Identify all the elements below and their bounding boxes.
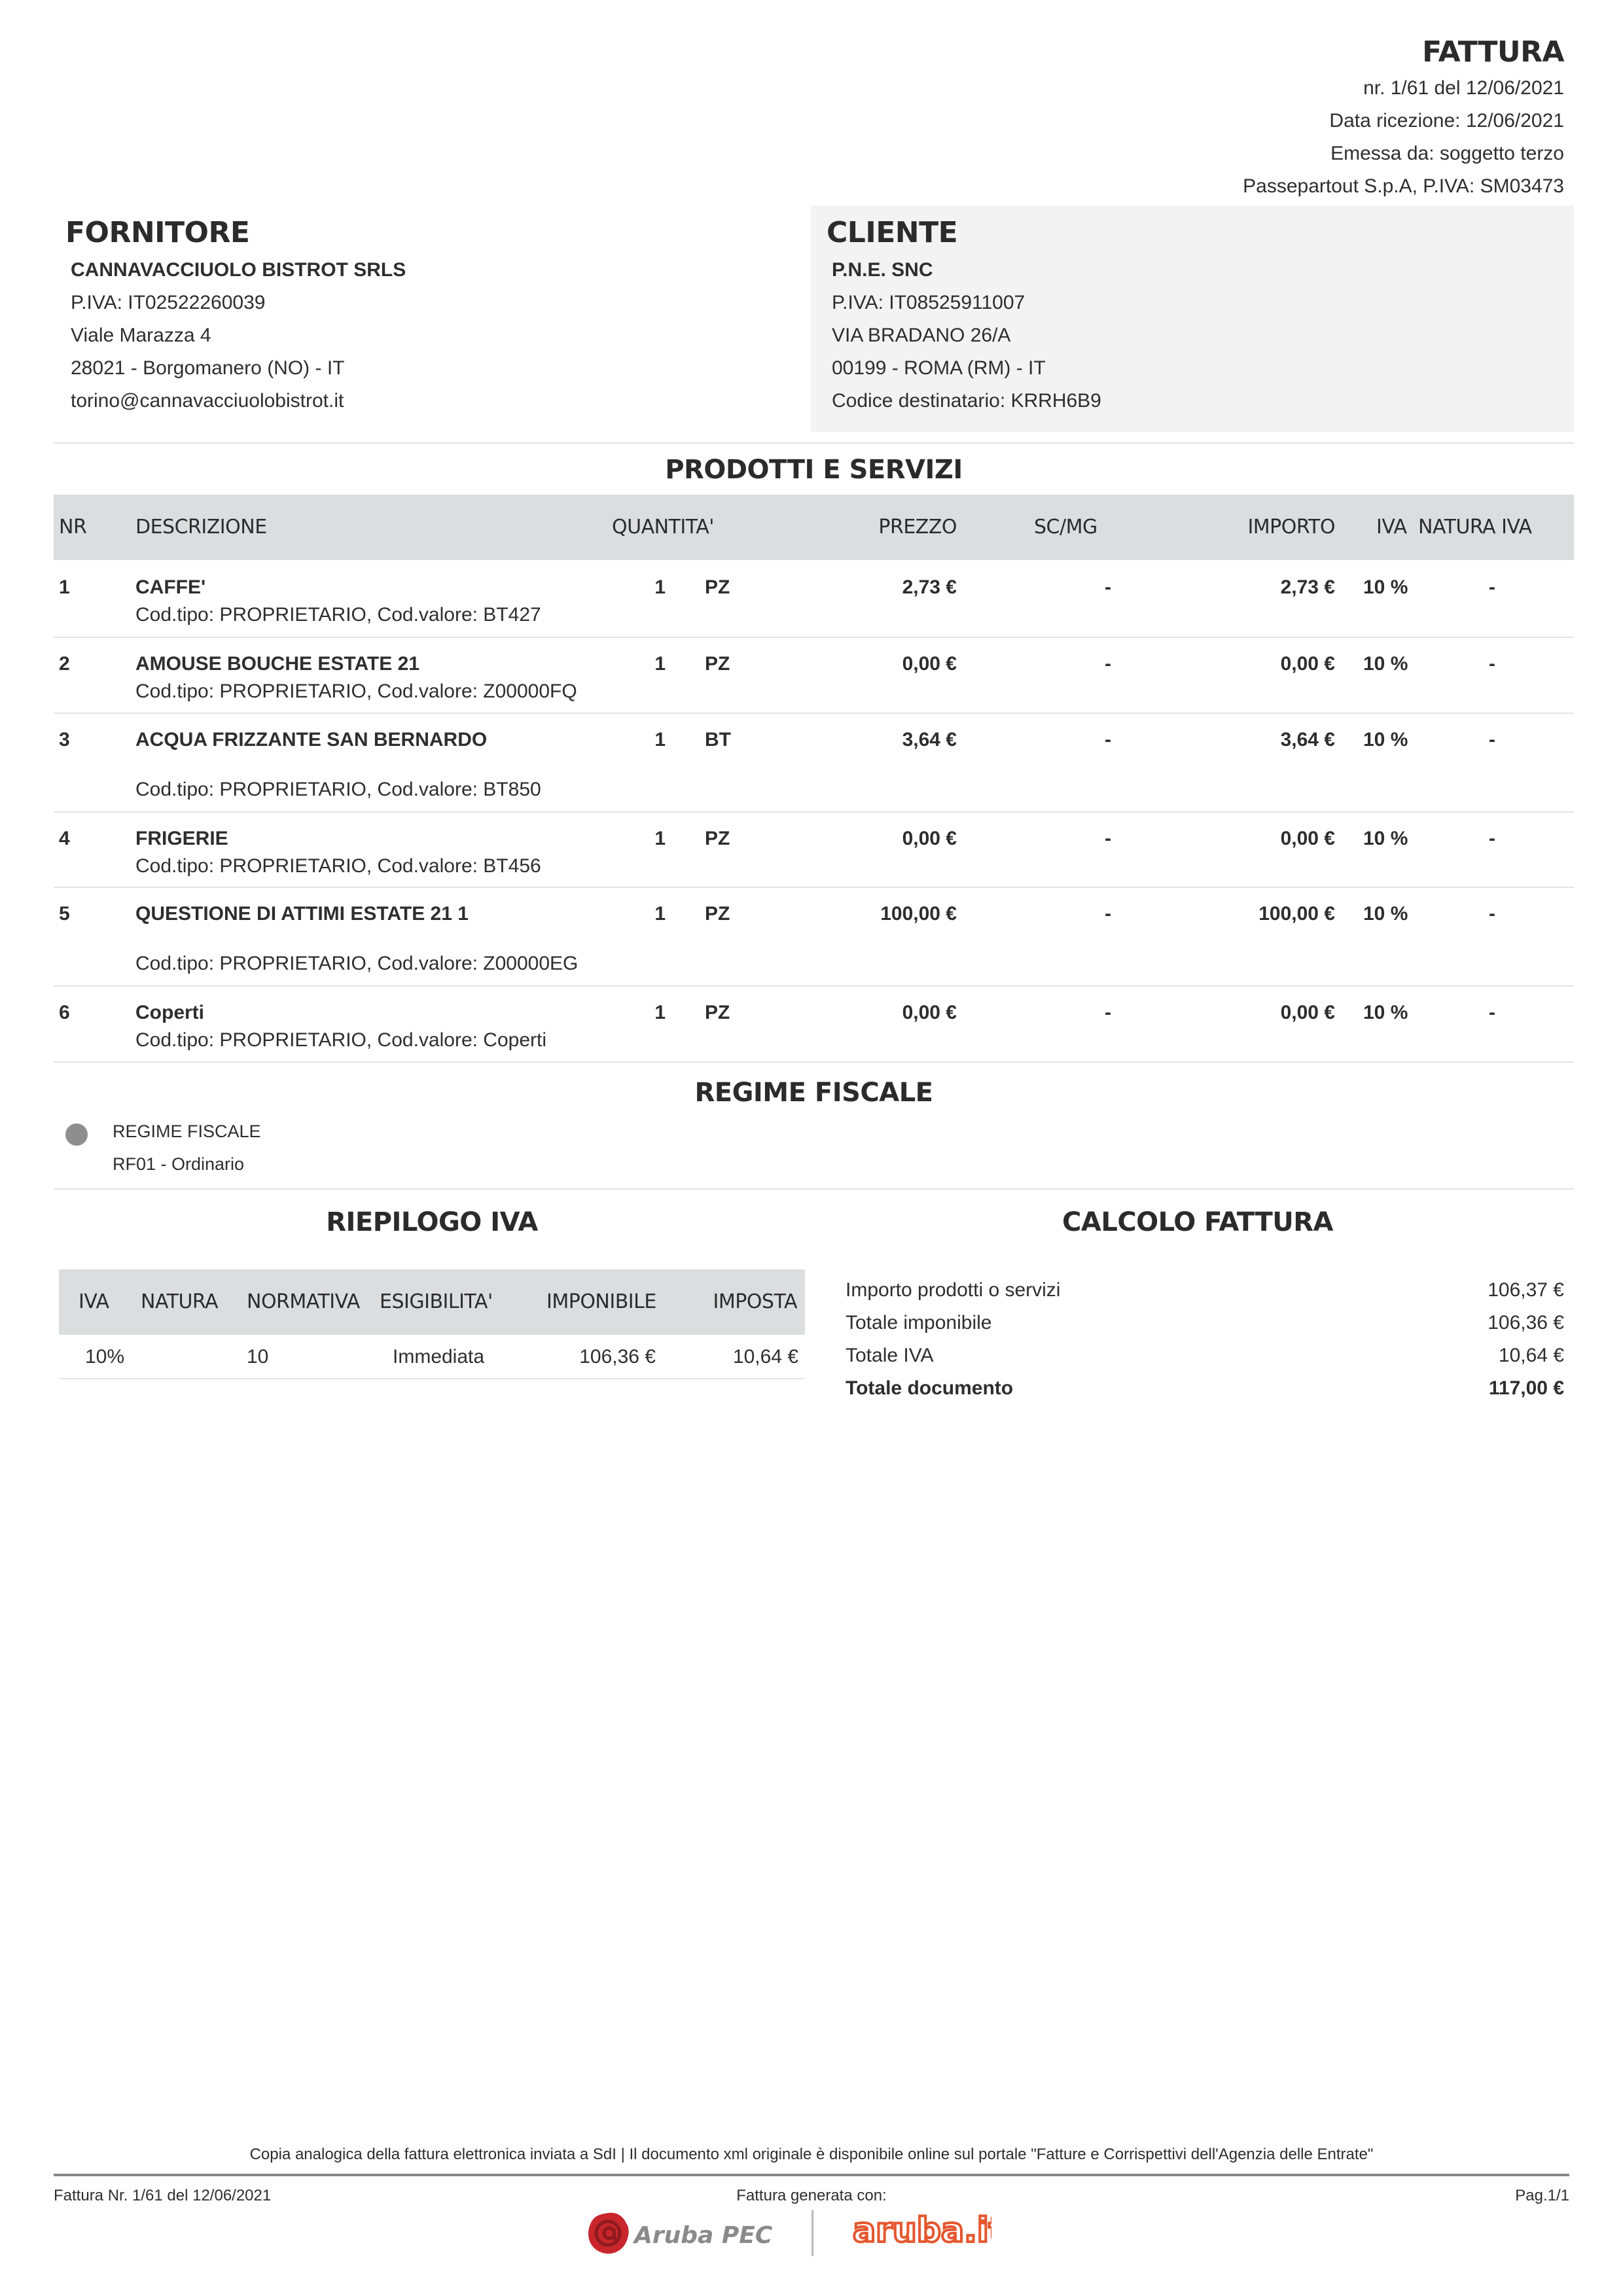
table-row xyxy=(54,561,1574,638)
iva-normativa: 10 xyxy=(247,1346,269,1368)
col-prezzo: PREZZO xyxy=(878,516,957,539)
row-price: 2,73 € xyxy=(902,576,957,598)
aruba-pec-logo xyxy=(586,2210,782,2259)
row-iva: 10 % xyxy=(1363,653,1408,675)
footer-divider xyxy=(54,2174,1569,2176)
row-code: Cod.tipo: PROPRIETARIO, Cod.valore: BT850 xyxy=(135,779,541,800)
row-amount: 100,00 € xyxy=(1258,903,1335,925)
row-description: CAFFE' xyxy=(135,576,206,598)
aruba-it-logo xyxy=(847,2204,991,2259)
row-description: ACQUA FRIZZANTE SAN BERNARDO xyxy=(135,729,488,751)
row-amount: 0,00 € xyxy=(1280,653,1335,675)
invoice-title: FATTURA xyxy=(1422,35,1564,69)
row-natura-iva: - xyxy=(1489,576,1495,598)
row-scmg: - xyxy=(1105,653,1111,675)
row-price: 0,00 € xyxy=(902,1002,957,1023)
aruba-logo-text: aruba.it xyxy=(853,2211,991,2250)
row-scmg: - xyxy=(1105,1002,1111,1023)
row-iva: 10 % xyxy=(1363,729,1408,751)
row-amount: 3,64 € xyxy=(1280,729,1335,751)
row-natura-iva: - xyxy=(1489,903,1495,925)
row-quantity: 1 xyxy=(654,1002,666,1023)
row-amount: 2,73 € xyxy=(1280,576,1335,598)
col-iva: IVA xyxy=(79,1290,109,1313)
row-description: AMOUSE BOUCHE ESTATE 21 xyxy=(135,653,419,675)
pec-logo-text: Aruba PEC xyxy=(634,2222,773,2249)
col-natura: NATURA xyxy=(141,1290,219,1313)
col-imposta: IMPOSTA xyxy=(713,1290,797,1313)
calcolo-value: 10,64 € xyxy=(1498,1345,1564,1366)
row-code: Cod.tipo: PROPRIETARIO, Cod.valore: Coperti xyxy=(135,1029,547,1051)
row-unit: PZ xyxy=(705,1002,730,1023)
iva-rate: 10% xyxy=(85,1346,125,1368)
row-nr: 6 xyxy=(59,1002,70,1023)
regime-label: REGIME FISCALE xyxy=(113,1122,261,1141)
pec-seal-icon xyxy=(588,2213,629,2254)
calcolo-value: 106,36 € xyxy=(1488,1312,1564,1333)
row-iva: 10 % xyxy=(1363,576,1408,598)
row-quantity: 1 xyxy=(654,828,666,849)
iva-table-header xyxy=(59,1269,805,1335)
row-iva: 10 % xyxy=(1363,828,1408,849)
intermediary: Passepartout S.p.A, P.IVA: SM03473 xyxy=(1243,175,1564,197)
issued-by: Emessa da: soggetto terzo xyxy=(1330,143,1564,164)
row-price: 3,64 € xyxy=(902,729,957,751)
row-unit: PZ xyxy=(705,653,730,675)
iva-imponibile: 106,36 € xyxy=(579,1346,656,1368)
row-natura-iva: - xyxy=(1489,828,1495,849)
row-iva: 10 % xyxy=(1363,903,1408,925)
supplier-address: Viale Marazza 4 xyxy=(71,325,211,346)
row-price: 0,00 € xyxy=(902,653,957,675)
calcolo-row xyxy=(846,1274,1564,1307)
calcolo-total-row xyxy=(846,1372,1564,1405)
supplier-block xyxy=(65,213,406,417)
footer-invoice-ref: Fattura Nr. 1/61 del 12/06/2021 xyxy=(54,2187,272,2204)
supplier-city: 28021 - Borgomanero (NO) - IT xyxy=(71,357,345,379)
col-normativa: NORMATIVA xyxy=(247,1290,360,1313)
table-row xyxy=(54,638,1574,714)
row-description: Coperti xyxy=(135,1002,204,1023)
riepilogo-heading: RIEPILOGO IVA xyxy=(326,1207,538,1237)
row-scmg: - xyxy=(1105,828,1111,849)
row-price: 0,00 € xyxy=(902,828,957,849)
regime-heading: REGIME FISCALE xyxy=(694,1078,933,1108)
supplier-email: torino@cannavacciuolobistrot.it xyxy=(71,390,344,412)
calcolo-total-label: Totale documento xyxy=(846,1377,1014,1399)
footer-note: Copia analogica della fattura elettronica inviata a SdI | Il documento xml originale è disponibile online sul portale "Fatture e Corrispettivi dell'Agenzia delle Entrate" xyxy=(249,2146,1374,2163)
row-description: FRIGERIE xyxy=(135,828,228,849)
calcolo-label: Totale imponibile xyxy=(846,1312,992,1333)
invoice-number: nr. 1/61 del 12/06/2021 xyxy=(1363,77,1564,99)
calcolo-total-value: 117,00 € xyxy=(1488,1377,1564,1399)
client-address: VIA BRADANO 26/A xyxy=(832,325,1011,346)
row-nr: 1 xyxy=(59,576,70,598)
regime-bullet-icon xyxy=(65,1123,88,1146)
row-nr: 3 xyxy=(59,729,70,751)
row-nr: 2 xyxy=(59,653,70,675)
table-row xyxy=(54,888,1574,987)
calcolo-value: 106,37 € xyxy=(1488,1279,1564,1301)
row-code: Cod.tipo: PROPRIETARIO, Cod.valore: Z00000FQ xyxy=(135,680,577,702)
client-city: 00199 - ROMA (RM) - IT xyxy=(832,357,1046,379)
received-date: Data ricezione: 12/06/2021 xyxy=(1329,110,1564,132)
calcolo-label: Importo prodotti o servizi xyxy=(846,1279,1061,1301)
supplier-name: CANNAVACCIUOLO BISTROT SRLS xyxy=(71,259,406,281)
row-nr: 5 xyxy=(59,903,70,925)
col-nr: NR xyxy=(59,516,87,539)
calcolo-label: Totale IVA xyxy=(846,1345,934,1366)
footer-generated-with: Fattura generata con: xyxy=(736,2187,887,2204)
row-amount: 0,00 € xyxy=(1280,1002,1335,1023)
invoice-meta xyxy=(1243,33,1564,203)
iva-imposta: 10,64 € xyxy=(732,1346,798,1368)
col-imponibile: IMPONIBILE xyxy=(546,1290,656,1313)
logo-separator xyxy=(812,2210,813,2256)
row-natura-iva: - xyxy=(1489,1002,1495,1023)
col-descrizione: DESCRIZIONE xyxy=(135,516,267,539)
table-row xyxy=(54,987,1574,1063)
row-natura-iva: - xyxy=(1489,653,1495,675)
row-code: Cod.tipo: PROPRIETARIO, Cod.valore: BT427 xyxy=(135,604,541,626)
products-heading: PRODOTTI E SERVIZI xyxy=(665,455,963,485)
calcolo-heading: CALCOLO FATTURA xyxy=(1062,1207,1333,1237)
row-price: 100,00 € xyxy=(880,903,957,925)
row-unit: PZ xyxy=(705,828,730,849)
row-code: Cod.tipo: PROPRIETARIO, Cod.valore: Z00000EG xyxy=(135,953,579,974)
supplier-piva: P.IVA: IT02522260039 xyxy=(71,292,266,313)
iva-esigibilita: Immediata xyxy=(393,1346,485,1368)
col-importo: IMPORTO xyxy=(1247,516,1335,539)
client-piva: P.IVA: IT08525911007 xyxy=(832,292,1026,313)
row-nr: 4 xyxy=(59,828,70,849)
col-quantita: QUANTITA' xyxy=(612,516,714,539)
row-code: Cod.tipo: PROPRIETARIO, Cod.valore: BT456 xyxy=(135,855,541,877)
divider xyxy=(54,1188,1574,1190)
table-row xyxy=(54,813,1574,888)
col-natura-iva: NATURA IVA xyxy=(1418,516,1532,539)
row-unit: BT xyxy=(705,729,731,751)
client-block xyxy=(827,213,1101,417)
row-iva: 10 % xyxy=(1363,1002,1408,1023)
row-unit: PZ xyxy=(705,903,730,925)
col-iva: IVA xyxy=(1376,516,1407,539)
row-natura-iva: - xyxy=(1489,729,1495,751)
row-description: QUESTIONE DI ATTIMI ESTATE 21 1 xyxy=(135,903,469,925)
client-code: Codice destinatario: KRRH6B9 xyxy=(832,390,1101,412)
row-scmg: - xyxy=(1105,729,1111,751)
table-row xyxy=(54,714,1574,813)
row-scmg: - xyxy=(1105,903,1111,925)
row-unit: PZ xyxy=(705,576,730,598)
regime-value: RF01 - Ordinario xyxy=(113,1154,245,1174)
row-quantity: 1 xyxy=(654,653,666,675)
products-table-header xyxy=(54,495,1574,560)
col-scmg: SC/MG xyxy=(1034,516,1097,539)
calcolo-row xyxy=(846,1307,1564,1339)
calcolo-row xyxy=(846,1339,1564,1372)
row-amount: 0,00 € xyxy=(1280,828,1335,849)
client-name: P.N.E. SNC xyxy=(832,259,933,281)
supplier-heading: FORNITORE xyxy=(65,216,250,249)
iva-table-row xyxy=(59,1335,805,1379)
col-esigibilita: ESIGIBILITA' xyxy=(380,1290,493,1313)
client-heading: CLIENTE xyxy=(827,216,958,249)
row-quantity: 1 xyxy=(654,729,666,751)
divider xyxy=(54,442,1574,444)
footer-page-number: Pag.1/1 xyxy=(1515,2187,1569,2204)
row-quantity: 1 xyxy=(654,903,666,925)
row-scmg: - xyxy=(1105,576,1111,598)
row-quantity: 1 xyxy=(654,576,666,598)
